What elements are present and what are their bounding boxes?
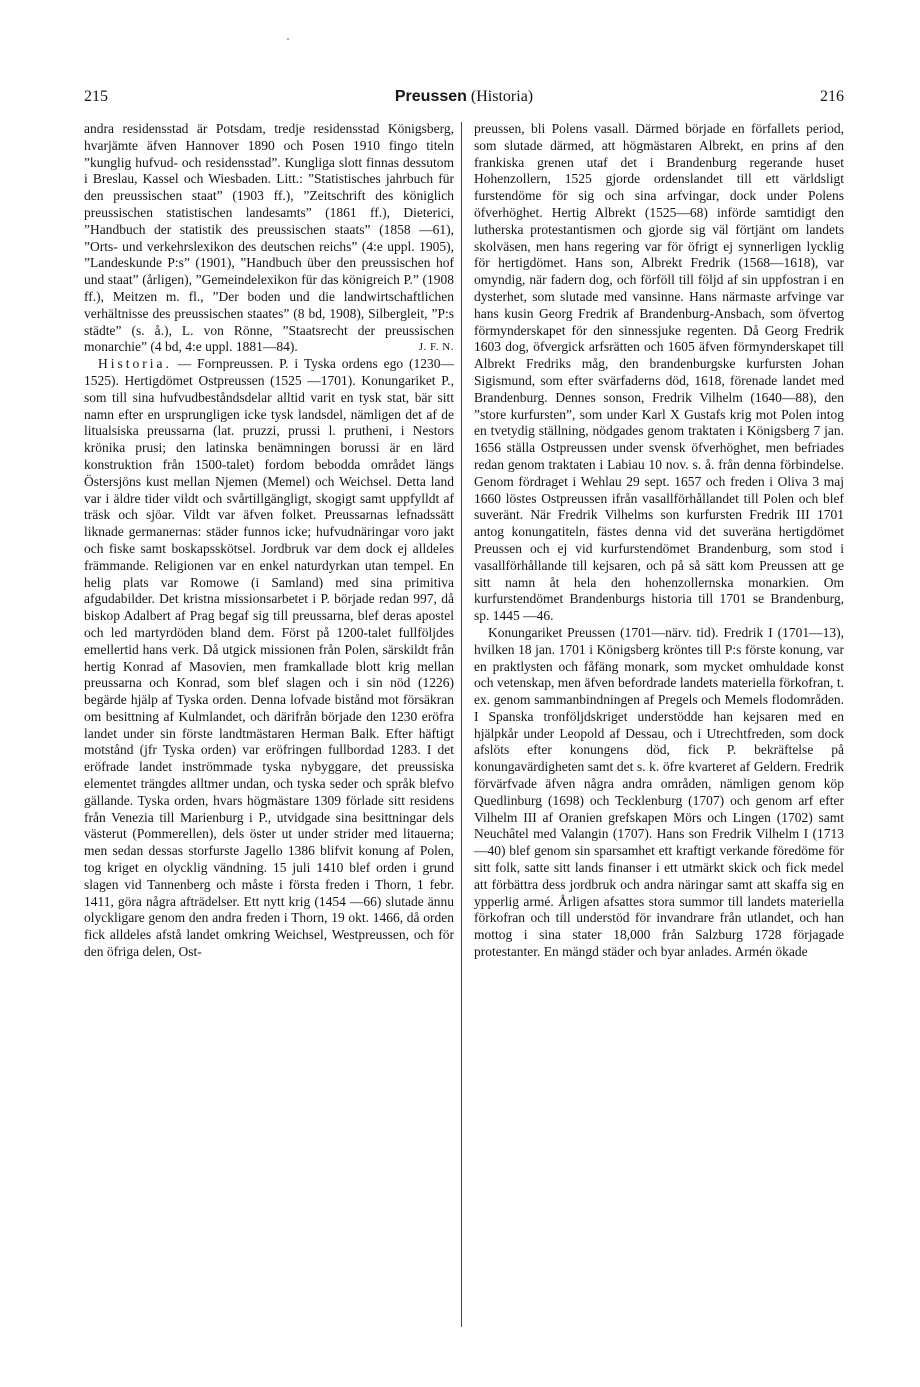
page-header: [84, 88, 844, 110]
scan-speck: [287, 38, 289, 40]
running-head: [84, 88, 844, 106]
paragraph-konungariket: Konungariket Preussen (1701—närv. tid). Fredrik I (1701—13), hvilken 18 jan. 1701 i Königsberg kröntes till P:s förste konung, var en praktlysten och fåfäng monark, som mycket omhuldade konst och vetenskap, men äfven befordrade landets materiella förkofran, t. ex. genom sammanbindningen af Pregels och Memels flodområden. I Spanska tronföljdskriget understödde han kejsaren med en hjälpkår under Leopold af Dessau, och i Utrechtfreden, som dock afslöts efter konungens död, fick P. bekräftelse på konungavärdigheten samt det s. k. öfre kvarteret af Geldern. Fredrik förvärfvade äfven några andra områden, nämligen genom köp Quedlinburg (1698) och Tecklenburg (1707) och genom arf efter Vilhelm III af Oranien grefskapen Mörs och Lingen (1702) samt Neuchâtel med Valangin (1707). Hans son Fredrik Vilhelm I (1713—40) blef genom sin sparsamhet ett kraftigt verkande föredöme för sitt folk, satte sitt lands finanser i ett utmärkt skick och fick medel att förbättra dess jordbruk och andra näringar samt att skaffa sig en ypperlig armé. Årligen afsattes stora summor till landets materiella förkofran och till understöd för invandrare från utlandet, och han mottog i sina stater 18,000 från Salzburg 1728 förjagade protestanter. En mängd städer och byar anlades. Armén ökade: [474, 624, 844, 960]
page-number-left: 215: [84, 88, 108, 105]
running-head-subtitle: (Historia): [470, 88, 534, 105]
paragraph-hertigdomet: preussen, bli Polens vasall. Därmed började en förfallets period, som slutade därmed, att högmästaren Albrekt, en prins af den frankiska grenen utaf det i Brandenburg regerande huset Hohenzollern, 1525 gjorde ordenslandet till ett världsligt furstendöme för sig och sina arfvingar, dock under Polens öfverhöghet. Hertig Albrekt (1525—68) införde samtidigt den lutherska protestantismen och gjorde sig väl förtjänt om landets skolväsen, men hans regering var för öfrigt ej synnerligen lycklig för hertigdömet. Hans son, Albrekt Fredrik (1568—1618), var omyndig, när fadern dog, och förföll till följd af sin uppfostran i en dysterhet, som slutade med vansinne. Hans närmaste arfvinge var hans kusin Georg Fredrik af Brandenburg-Ansbach, som öfvertog förmynderskapet för den sinnessjuke regenten. Då Georg Fredrik 1603 dog, öfvergick arfsrätten och 1605 äfven förmynderskapet till Albrekt Fredriks måg, den brandenburgske kurfursten Johan Sigismund, som efter svärfaderns död, 1618, förenade landet med Brandenburg. Dennes sonson, Fredrik Vilhelm (1640—88), den ”store kurfursten”, som under Karl X Gustafs krig mot Polen intog en tvetydig ställning, nödgades genom traktaten i Königsberg 7 jan. 1656 ställa Ostpreussen under svensk öfverhöghet, men befriades redan genom traktaten i Labiau 10 nov. s. å. från denna förbindelse. Genom fördraget i Wehlau 29 sept. 1657 och freden i Oliva 3 maj 1660 löstes Ostpreussen ifrån vasallförhållandet till Polen och blef suveränt. När Fredrik Vilhelms son kurfursten Fredrik III 1701 antog konungatiteln, fästes denna vid det suveräna hertigdömet Preussen och ej vid kurfurstendömet Brandenburg, som stod i vasallförhållande till kejsaren, och på så sätt kom Preussen att ge sitt namn åt hela den hohenzollernska monarkien. Om kurfurstendömet Brandenburgs historia till 1701 se Brandenburg, sp. 1445 —46.: [474, 121, 844, 624]
paragraph-historia: [84, 356, 454, 961]
author-signature: J. F. N.: [418, 341, 454, 354]
column-divider: [461, 122, 462, 1327]
right-column: [474, 121, 844, 961]
running-head-title: Preussen: [394, 88, 467, 105]
paragraph-text: andra residensstad är Potsdam, tredje residensstad Königsberg, hvarjämte äfven Hannover 1890 och Posen 1910 fingo titeln ”kunglig hufvud- och residensstad”. Kungliga slott finnas dessutom i Breslau, Kassel och Wiesbaden. Litt.: ”Statistisches jahrbuch für den preussischen staat” (1903 ff.), ”Zeitschrift des königlich preussischen statistischen landesamts” (1861 ff.), Dieterici, ”Handbuch der statistik des preussischen staats” (1858 —61), ”Orts- und verkehrslexikon des deutschen reichs” (4:e uppl. 1905), ”Landeskunde P:s” (1901), ”Handbuch über den preussischen hof und staat” (årligen), ”Gemeindelexikon für das königreich P.” (1908 ff.), Meitzen m. fl., ”Der boden und die landwirtschaftlichen verhältnisse des preussischen staates” (8 bd, 1908), Silbergleit, ”P:s städte” (s. å.), L. von Rönne, ”Staatsrecht der preussischen monarchie” (4 bd, 4:e uppl. 1881—84).: [84, 121, 454, 355]
page-number-right: 216: [820, 88, 844, 105]
paragraph-text: — Fornpreussen. P. i Tyska ordens ego (1230—1525). Hertigdömet Ostpreussen (1525 —1701). Konungariket P., som till sina hufvudbeståndsdelar alltid varit en tysk stat, bär sitt namn efter en ursprungligen icke tysk landsdel, nämligen det af de litualsiska preussarna (lat. pruzzi, prussi l. prutheni, i Nestors krönika prusi; den latinska benämningen borussi är en lärd konstruktion från 1500-talet) fordom bebodda området längs Östersjöns kust mellan Njemen (Memel) och Weichsel. Detta land var i äldre tider vildt och svårtillgängligt, skogigt samt uppfylldt af träsk och sjöar. Vildt var äfven folket. Preussarnas lefnadssätt liknade germanernas: städer funnos icke; hufvudnäringar voro jakt och fiske samt boskapsskötsel. Jordbruk var dem dock ej alldeles främmande. Religionen var en enkel naturdyrkan utan tempel. En helig plats var Romowe (i Samland) med sina primitiva afgudabilder. Det kristna missionsarbetet i P. började redan 997, då biskop Adalbert af Prag begaf sig till preussarna, blef deras apostel och led martyrdöden bland dem. Först på 1200-talet fullföljdes emellertid hans verk. Då utgick missionen från Polen, särskildt från hertig Konrad af Masovien, men framkallade blott krig mellan preussarna och Konrad, som blef slagen och i sin nöd (1226) begärde hjälp af Tyska orden. Denna lofvade bistånd mot försäkran om besittning af Kulmlandet, och därifrån började den 1230 eröfra landet under sin förste landtmästaren Herman Balk. Efter häftigt motstånd (jfr Tyska orden) var eröfringen fullbordad 1283. I det eröfrade landet inströmmade tyska nybyggare, det preussiska elementet trängdes alltmer undan, och tyska seder och språk blefvo gällande. Tyska orden, hvars högmästare 1309 förlade sitt residens från Venezia till Marienburg i P., utvidgade sina besittningar dels västerut (Pommerellen), dels öster ut under strider med litauerna; men sedan dessas storfurste Jagello 1386 blifvit konung af Polen, tog kriget en olycklig vändning. 15 juli 1410 blef orden i grund slagen vid Tannenberg och måste i första freden i Thorn, 1 febr. 1411, göra några afträdelser. Ett nytt krig (1454 —66) slutade ännu olyckligare genom den andra freden i Thorn, 19 okt. 1466, då orden fick alldeles afstå landet omkring Weichsel, Westpreussen, och för den öfriga delen, Ost-: [84, 356, 454, 960]
section-heading-historia: Historia.: [98, 356, 172, 372]
paragraph-residens: [84, 121, 454, 356]
left-column: [84, 121, 454, 961]
